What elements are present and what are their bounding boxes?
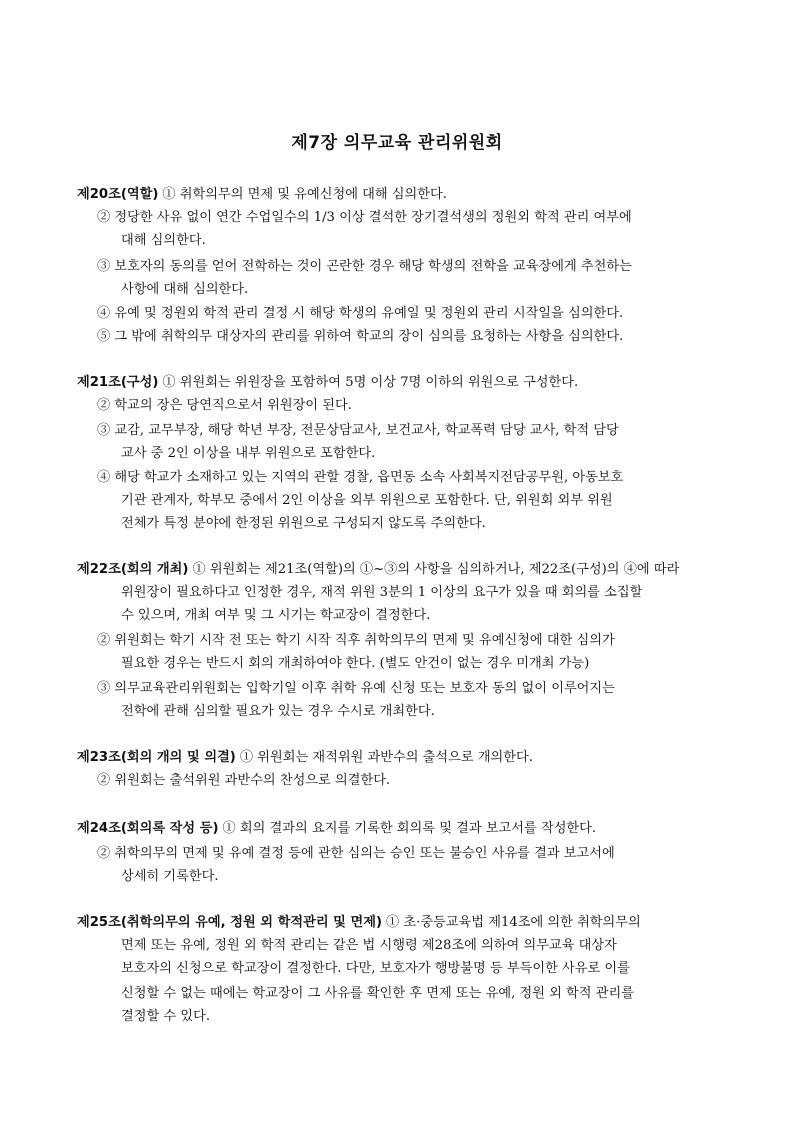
clause-continuation: 보호자의 신청으로 학교장이 결정한다. 다만, 보호자가 행방불명 등 부득이한 사유로 이를	[121, 961, 630, 976]
clause-continuation: 기관 관계자, 학부모 중에서 2인 이상을 외부 위원으로 포함한다. 단, 위원회 외부 위원	[121, 493, 613, 508]
clause-line: ② 취학의무의 면제 및 유예 결정 등에 관한 심의는 승인 또는 불승인 사유를 결과 보고서에	[97, 846, 615, 861]
clause-line: ④ 유예 및 정원외 학적 관리 결정 시 해당 학생의 유예일 및 정원외 관리 시작일을 심의한다.	[97, 306, 624, 321]
article-25-line	[77, 912, 641, 934]
clause-line: ⑤ 그 밖에 취학의무 대상자의 관리를 위하여 학교의 장이 심의를 요청하는 사항을 심의한다.	[97, 329, 624, 344]
article-21-line	[77, 372, 578, 394]
clause-continuation: 면제 또는 유예, 정원 외 학적 관리는 같은 법 시행령 제28조에 의하여 의무교육 대상자	[121, 938, 617, 953]
clause-continuation: 필요한 경우는 반드시 회의 개최하여야 한다. (별도 안건이 없는 경우 미개최 가능)	[121, 656, 590, 671]
clause-text: ① 회의 결과의 요지를 기록한 회의록 및 결과 보고서를 작성한다.	[222, 821, 597, 836]
article-heading: 제22조(회의 개최)	[77, 562, 189, 577]
clause-line: ③ 의무교육관리위원회는 입학기일 이후 취학 유예 신청 또는 보호자 동의 없이 이루어지는	[97, 681, 615, 696]
article-heading: 제21조(구성)	[77, 375, 159, 390]
clause-text: ① 위원회는 제21조(역할)의 ①~③의 사항을 심의하거나, 제22조(구성)의 ④에 따라	[192, 562, 680, 577]
clause-continuation: 사항에 대해 심의한다.	[121, 282, 249, 297]
clause-line: ② 정당한 사유 없이 연간 수업일수의 1/3 이상 결석한 장기결석생의 정원외 학적 관리 여부에	[97, 210, 632, 225]
article-heading: 제24조(회의록 작성 등)	[77, 821, 219, 836]
article-23-line	[77, 747, 533, 769]
article-24-line	[77, 818, 596, 840]
clause-line: ④ 해당 학교가 소재하고 있는 지역의 관할 경찰, 읍면동 소속 사회복지전담공무원, 아동보호	[97, 470, 624, 485]
clause-continuation: 신청할 수 없는 때에는 학교장이 그 사유를 확인한 후 면제 또는 유예, 정원 외 학적 관리를	[121, 986, 634, 1001]
clause-line: ③ 교감, 교무부장, 해당 학년 부장, 전문상담교사, 보건교사, 학교폭력 담당 교사, 학적 담당	[97, 423, 619, 438]
article-heading: 제25조(취학의무의 유예, 정원 외 학적관리 및 면제)	[77, 915, 383, 930]
clause-continuation: 대해 심의한다.	[121, 233, 206, 248]
clause-line: ③ 보호자의 동의를 얻어 전학하는 것이 곤란한 경우 해당 학생의 전학을 교육장에게 추천하는	[97, 259, 632, 274]
clause-line: ② 위원회는 학기 시작 전 또는 학기 시작 직후 취학의무의 면제 및 유예신청에 대한 심의가	[97, 633, 615, 648]
clause-text: ① 취학의무의 면제 및 유예신청에 대해 심의한다.	[162, 187, 447, 202]
clause-text: ① 위원회는 위원장을 포함하여 5명 이상 7명 이하의 위원으로 구성한다.	[162, 375, 579, 390]
article-heading: 제20조(역할)	[77, 187, 159, 202]
article-heading: 제23조(회의 개의 및 의결)	[77, 750, 236, 765]
chapter-title: 제7장 의무교육 관리위원회	[291, 133, 503, 153]
clause-text: ① 초·중등교육법 제14조에 의한 취학의무의	[386, 915, 641, 930]
clause-line: ② 위원회는 출석위원 과반수의 찬성으로 의결한다.	[97, 773, 391, 788]
clause-continuation: 상세히 기록한다.	[121, 869, 219, 884]
article-20-line	[77, 184, 447, 206]
clause-line: ② 학교의 장은 당연직으로서 위원장이 된다.	[97, 398, 352, 413]
article-22-line	[77, 559, 679, 581]
clause-continuation: 수 있으며, 개최 여부 및 그 시기는 학교장이 결정한다.	[121, 608, 431, 623]
clause-continuation: 전학에 관해 심의할 필요가 있는 경우 수시로 개최한다.	[121, 704, 435, 719]
clause-continuation: 결정할 수 있다.	[121, 1009, 211, 1024]
clause-continuation: 위원장이 필요하다고 인정한 경우, 재적 위원 3분의 1 이상의 요구가 있을 때 회의를 소집할	[121, 585, 643, 600]
clause-continuation: 교사 중 2인 이상을 내부 위원으로 포함한다.	[121, 446, 376, 461]
clause-continuation: 전체가 특정 분야에 한정된 위원으로 구성되지 않도록 주의한다.	[121, 516, 486, 531]
clause-text: ① 위원회는 재적위원 과반수의 출석으로 개의한다.	[239, 750, 533, 765]
